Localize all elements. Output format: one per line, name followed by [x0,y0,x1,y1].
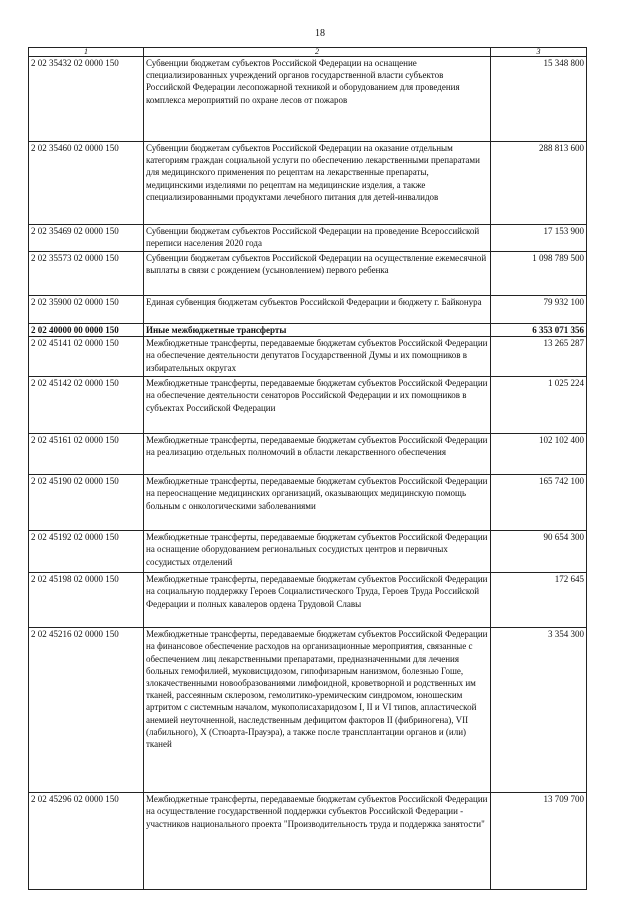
row-amount: 15 348 800 [491,57,587,142]
row-description: Субвенции бюджетам субъектов Российской Федерации на оснащение специализированных учреждений органов государственной власти субъектов Российской Федерации лесопожарной техникой и оборудованием для проведения комплекса мероприятий по охране лесов от пожаров [144,57,491,142]
table-row [29,324,587,337]
table-row [29,57,587,142]
table-row [29,337,587,377]
row-amount: 3 354 300 [491,628,587,793]
row-description: Иные межбюджетные трансферты [144,324,491,337]
row-description: Межбюджетные трансферты, передаваемые бюджетам субъектов Российской Федерации на социальную поддержку Героев Социалистического Труда, Героев Труда Российской Федерации и полных кавалеров ордена Трудовой Славы [144,573,491,628]
row-code: 2 02 35573 02 0000 150 [29,252,144,296]
row-amount: 6 353 071 356 [491,324,587,337]
row-amount: 13 265 287 [491,337,587,377]
row-code: 2 02 45141 02 0000 150 [29,337,144,377]
row-code: 2 02 45198 02 0000 150 [29,573,144,628]
table-row [29,573,587,628]
row-description: Межбюджетные трансферты, передаваемые бюджетам субъектов Российской Федерации на реализацию отдельных полномочий в области лекарственного обеспечения [144,434,491,475]
row-description: Межбюджетные трансферты, передаваемые бюджетам субъектов Российской Федерации на переоснащение медицинских организаций, оказывающих медицинскую помощь больным с онкологическими заболеваниями [144,475,491,531]
table-row [29,475,587,531]
row-amount: 288 813 600 [491,142,587,225]
table-row [29,252,587,296]
table-row [29,142,587,225]
row-code: 2 02 45161 02 0000 150 [29,434,144,475]
table-row [29,434,587,475]
row-amount: 17 153 900 [491,225,587,252]
header-col-1: 1 [29,48,144,57]
row-description: Субвенции бюджетам субъектов Российской Федерации на проведение Всероссийской переписи населения 2020 года [144,225,491,252]
row-description: Межбюджетные трансферты, передаваемые бюджетам субъектов Российской Федерации на финансовое обеспечение расходов на организационные мероприятия, связанные с обеспечением лиц лекарственными препаратами, предназначенными для лечения больных гемофилией, муковисцидозом, гипофизарным нанизмом, болезнью Гоше, злокачественными новообразованиями лимфоидной, кроветворной и родственных им тканей, рассеянным склерозом, гемолитико-уремическим синдромом, юношеским артритом с системным началом, мукополисахаридозом I, II и VI типов, апластической анемией неуточненной, наследственным дефицитом факторов II (фибриногена), VII (лабильного), X (Стюарта-Прауэра), а также после трансплантации органов и (или) тканей [144,628,491,793]
row-description: Межбюджетные трансферты, передаваемые бюджетам субъектов Российской Федерации на оснащение оборудованием региональных сосудистых центров и первичных сосудистых отделений [144,531,491,573]
page-number: 18 [315,28,325,39]
row-amount: 90 654 300 [491,531,587,573]
row-amount: 172 645 [491,573,587,628]
row-code: 2 02 40000 00 0000 150 [29,324,144,337]
row-code: 2 02 45190 02 0000 150 [29,475,144,531]
row-amount: 102 102 400 [491,434,587,475]
row-amount: 79 932 100 [491,296,587,324]
row-description: Единая субвенция бюджетам субъектов Российской Федерации и бюджету г. Байконура [144,296,491,324]
row-code: 2 02 45296 02 0000 150 [29,793,144,890]
row-description: Межбюджетные трансферты, передаваемые бюджетам субъектов Российской Федерации на осуществление государственной поддержки субъектов Российской Федерации - участников национального проекта "Производительность труда и поддержка занятости" [144,793,491,890]
row-code: 2 02 45142 02 0000 150 [29,377,144,434]
header-col-2: 2 [144,48,491,57]
table-row [29,793,587,890]
row-code: 2 02 35900 02 0000 150 [29,296,144,324]
row-code: 2 02 35432 02 0000 150 [29,57,144,142]
row-code: 2 02 45192 02 0000 150 [29,531,144,573]
row-amount: 165 742 100 [491,475,587,531]
table-row [29,531,587,573]
row-code: 2 02 35469 02 0000 150 [29,225,144,252]
row-amount: 1 098 789 500 [491,252,587,296]
table-row [29,628,587,793]
row-description: Субвенции бюджетам субъектов Российской Федерации на оказание отдельным категориям граждан социальной услуги по обеспечению лекарственными препаратами для медицинского применения по рецептам на лекарственные препараты, медицинскими изделиями по рецептам на медицинские изделия, а также специализированными продуктами лечебного питания для детей-инвалидов [144,142,491,225]
row-description: Субвенции бюджетам субъектов Российской Федерации на осуществление ежемесячной выплаты в связи с рождением (усыновлением) первого ребенка [144,252,491,296]
budget-table [28,47,587,890]
table-row [29,377,587,434]
row-description: Межбюджетные трансферты, передаваемые бюджетам субъектов Российской Федерации на обеспечение деятельности депутатов Государственной Думы и их помощников в избирательных округах [144,337,491,377]
table-row [29,296,587,324]
header-col-3: 3 [491,48,587,57]
row-amount: 13 709 700 [491,793,587,890]
table-header-row [29,48,587,57]
row-amount: 1 025 224 [491,377,587,434]
table-row [29,225,587,252]
row-description: Межбюджетные трансферты, передаваемые бюджетам субъектов Российской Федерации на обеспечение деятельности сенаторов Российской Федерации и их помощников в субъектах Российской Федерации [144,377,491,434]
row-code: 2 02 35460 02 0000 150 [29,142,144,225]
row-code: 2 02 45216 02 0000 150 [29,628,144,793]
